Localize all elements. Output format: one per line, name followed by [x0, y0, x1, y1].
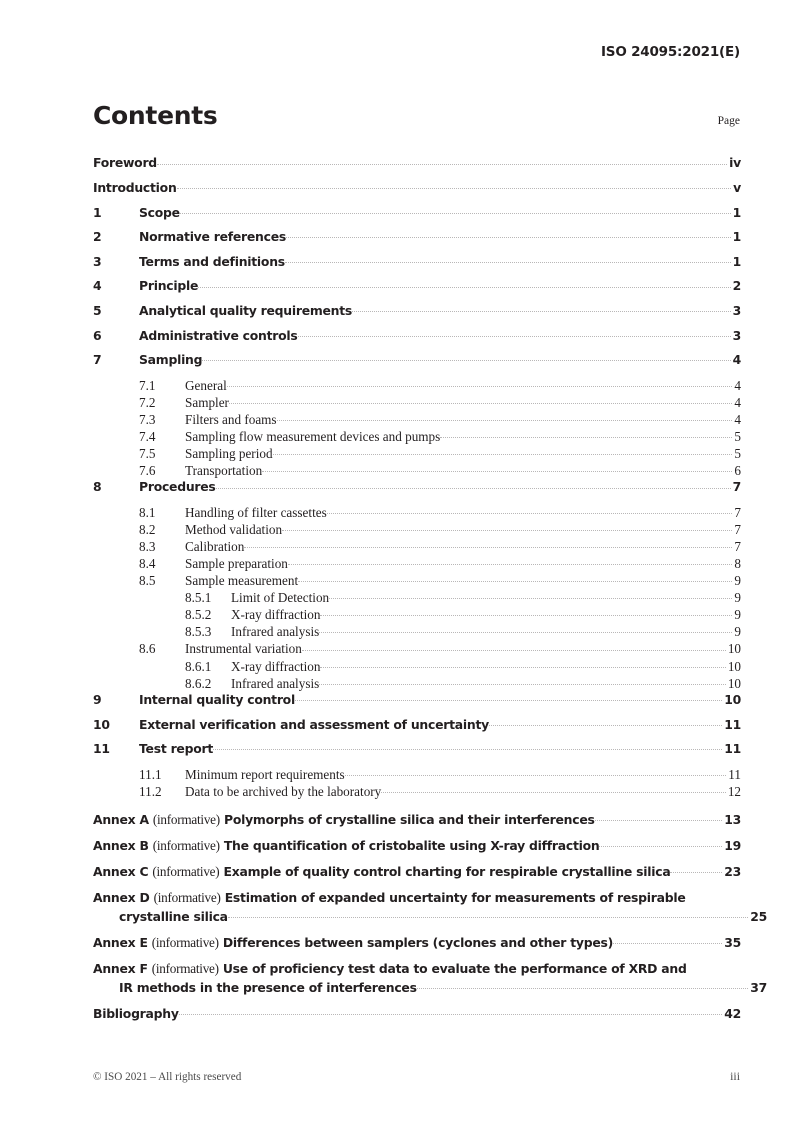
toc-entry-label: Calibration — [185, 538, 245, 554]
toc-entry-label: X-ray diffraction — [231, 658, 321, 674]
toc-entry-page: 10 — [727, 675, 741, 691]
annex-title-text — [93, 810, 595, 829]
annex-title-line-2: IR methods in the presence of interferences — [119, 979, 417, 995]
leader-dots — [213, 741, 722, 753]
leader-dots — [198, 278, 731, 290]
toc-entry-page: 11 — [724, 741, 741, 757]
annex-designator: Annex E — [93, 934, 148, 950]
toc-entry-label: Method validation — [185, 521, 283, 537]
bibliography-entry[interactable] — [93, 1004, 741, 1030]
annex-title-text — [93, 959, 687, 978]
toc-entry-label: Analytical quality requirements — [139, 302, 353, 318]
annex-entry[interactable] — [93, 810, 741, 836]
toc-entry-number: 8.2 — [139, 521, 156, 537]
page-title: Contents — [93, 101, 218, 130]
annex-entry-line — [93, 810, 741, 829]
leader-dots — [320, 606, 732, 619]
annex-designator: Annex A — [93, 811, 149, 827]
annex-title-line-1: The quantification of cristobalite using X-ray diffraction — [223, 837, 600, 853]
toc-entry-page: 3 — [732, 327, 741, 343]
toc-entry-label: Normative references — [139, 229, 286, 245]
leader-dots — [227, 376, 733, 389]
toc-entry-page: iv — [729, 155, 741, 171]
annex-kind: (informative) — [151, 960, 219, 976]
leader-dots — [180, 204, 731, 216]
annex-kind: (informative) — [151, 934, 219, 950]
toc-entry-number: 7.1 — [139, 377, 156, 393]
annex-title-line-1: Use of proficiency test data to evaluate the performance of XRD and — [222, 960, 687, 976]
leader-dots — [345, 765, 727, 778]
toc-entry-page: 7 — [734, 504, 741, 520]
toc-entry-label: Internal quality control — [139, 691, 295, 707]
bibliography-line — [93, 1004, 741, 1023]
toc-entry[interactable] — [93, 278, 741, 303]
leader-dots — [599, 837, 722, 849]
toc-entry-number: 7.3 — [139, 411, 156, 427]
toc-entry[interactable] — [93, 782, 741, 799]
leader-dots — [157, 155, 727, 167]
annex-entry[interactable] — [93, 836, 741, 862]
toc-entry-page: 3 — [732, 302, 741, 318]
toc-entry-page: 4 — [734, 411, 741, 427]
toc-entry-label: Instrumental variation — [185, 641, 302, 657]
leader-dots — [670, 863, 722, 875]
toc-entry[interactable] — [93, 589, 741, 606]
toc-entry[interactable] — [93, 606, 741, 623]
toc-entry-page: 9 — [734, 607, 741, 623]
leader-dots — [282, 521, 732, 534]
toc-entry[interactable] — [93, 462, 741, 479]
toc-entry-label: Procedures — [139, 479, 216, 495]
toc-entry-label: Sample preparation — [185, 555, 288, 571]
toc-entry-label: External verification and assessment of uncertainty — [139, 716, 489, 732]
toc-entry-label: General — [185, 377, 227, 393]
leader-dots — [320, 657, 725, 670]
annex-title-text — [93, 862, 670, 881]
leader-dots — [319, 674, 726, 687]
leader-dots — [440, 428, 732, 441]
toc-entry-label: Test report — [139, 741, 214, 757]
leader-dots — [229, 393, 732, 406]
bibliography-label: Bibliography — [93, 1005, 179, 1021]
toc-entry-number: 5 — [93, 302, 102, 318]
leader-dots — [352, 303, 731, 315]
toc-entry[interactable] — [93, 623, 741, 640]
toc-entry-page: v — [733, 179, 741, 195]
toc-entry[interactable] — [93, 155, 741, 180]
annex-entry[interactable] — [93, 959, 767, 1004]
toc-entry[interactable] — [93, 479, 741, 504]
toc-entry-page: 2 — [732, 278, 741, 294]
leader-dots — [286, 229, 731, 241]
annex-title-text — [93, 836, 599, 855]
leader-dots — [177, 180, 732, 192]
toc-entry[interactable] — [93, 741, 741, 766]
leader-dots — [216, 479, 731, 491]
annex-kind: (informative) — [152, 863, 220, 879]
leader-dots — [202, 352, 730, 364]
toc-entry-number: 8.4 — [139, 555, 156, 571]
annex-title-line-1: Differences between samplers (cyclones and other types) — [222, 934, 614, 950]
toc-entry[interactable] — [93, 640, 741, 657]
annex-entry[interactable] — [93, 933, 741, 959]
annex-designator: Annex C — [93, 863, 149, 879]
toc-entry-page: 7 — [734, 521, 741, 537]
annex-entry-line — [93, 933, 741, 952]
annex-kind: (informative) — [153, 889, 221, 905]
toc-entry[interactable] — [93, 303, 741, 328]
section-spacer — [93, 800, 741, 810]
leader-dots — [327, 504, 733, 517]
annex-page: 19 — [724, 837, 741, 853]
toc-entry-number: 7.6 — [139, 463, 156, 478]
toc-entry-label: X-ray diffraction — [231, 607, 321, 623]
toc-entry-label: Transportation — [185, 463, 263, 478]
contents-title-row — [93, 103, 740, 128]
copyright-notice: © ISO 2021 – All rights reserved — [93, 1071, 242, 1083]
annex-page: 37 — [750, 979, 767, 995]
annex-page: 35 — [724, 934, 741, 950]
toc-entry[interactable] — [93, 572, 741, 589]
leader-dots — [417, 979, 749, 991]
toc-entry[interactable] — [93, 376, 741, 393]
leader-dots — [262, 462, 732, 475]
leader-dots — [298, 327, 731, 339]
toc-entry[interactable] — [93, 411, 741, 428]
toc-entry-number: 3 — [93, 253, 102, 269]
annex-entry-line — [93, 888, 741, 907]
toc-entry-number: 11.1 — [139, 766, 162, 782]
toc-entry[interactable] — [93, 352, 741, 377]
toc-entry-number: 1 — [93, 204, 102, 220]
toc-entry-page: 9 — [734, 573, 741, 589]
annex-entry-line — [93, 978, 767, 997]
leader-dots — [319, 623, 732, 636]
toc-entry-page: 10 — [724, 691, 741, 707]
toc-entry[interactable] — [93, 445, 741, 462]
toc-entry-page: 9 — [734, 624, 741, 640]
toc-entry[interactable] — [93, 180, 741, 205]
toc-entry-number: 8.3 — [139, 538, 156, 554]
annex-entry-line — [93, 959, 741, 978]
toc-entry-number: 6 — [93, 327, 102, 343]
toc-entry-page: 4 — [734, 394, 741, 410]
annex-entry[interactable] — [93, 862, 741, 888]
annex-title-text — [93, 888, 686, 907]
toc-entry-page: 4 — [732, 352, 741, 368]
toc-entry-label: Terms and definitions — [139, 253, 285, 269]
toc-entry-number: 11.2 — [139, 783, 162, 799]
leader-dots — [285, 253, 731, 265]
annex-title-line-1: Example of quality control charting for respirable crystalline silica — [223, 863, 671, 879]
toc-entry-label: Handling of filter cassettes — [185, 504, 327, 520]
toc-entry-label: Sampling period — [185, 445, 273, 461]
toc-entry-label: Introduction — [93, 179, 177, 195]
leader-dots — [489, 716, 722, 728]
page-footer — [93, 1069, 740, 1084]
toc-entry-page: 6 — [734, 463, 741, 478]
toc-entry-number: 7.4 — [139, 428, 156, 444]
toc-entry-label: Infrared analysis — [231, 675, 320, 691]
leader-dots — [329, 589, 732, 602]
annex-designator: Annex B — [93, 837, 149, 853]
toc-entry-label: Sampling flow measurement devices and pumps — [185, 428, 441, 444]
toc-entry[interactable] — [93, 555, 741, 572]
toc-entry-number: 9 — [93, 691, 102, 707]
annex-kind: (informative) — [152, 811, 220, 827]
annex-entry[interactable] — [93, 888, 767, 933]
toc-entry-number: 8 — [93, 479, 102, 495]
leader-dots — [298, 572, 732, 585]
toc-entry-page: 10 — [727, 658, 741, 674]
toc-entry-label: Sampling — [139, 352, 203, 368]
toc-entry-number: 7.5 — [139, 445, 156, 461]
page-folio: iii — [730, 1069, 740, 1083]
leader-dots — [179, 1005, 723, 1017]
annex-designator: Annex D — [93, 889, 150, 905]
toc-entry-label: Sampler — [185, 394, 229, 410]
toc-entry-number: 11 — [93, 741, 110, 757]
toc-entry-page: 12 — [727, 783, 741, 799]
toc-entry[interactable] — [93, 716, 741, 741]
toc-entry[interactable] — [93, 204, 741, 229]
toc-entry-page: 1 — [732, 253, 741, 269]
page-column-label: Page — [717, 115, 740, 127]
toc-entry-label: Scope — [139, 204, 180, 220]
toc-entry-label: Principle — [139, 278, 199, 294]
annex-title-line-1: Estimation of expanded uncertainty for measurements of respirable — [224, 889, 686, 905]
toc-entry-number: 7.2 — [139, 394, 156, 410]
toc-entry-label: Filters and foams — [185, 411, 277, 427]
leader-dots — [613, 934, 722, 946]
annex-designator: Annex F — [93, 960, 148, 976]
toc-entry-number: 8.5 — [139, 573, 156, 589]
leader-dots — [273, 445, 733, 458]
toc-entry-page: 5 — [734, 445, 741, 461]
toc-entry-number: 4 — [93, 278, 102, 294]
table-of-contents — [93, 155, 767, 1030]
toc-entry-number: 8.6 — [139, 641, 156, 657]
toc-entry-page: 9 — [734, 590, 741, 606]
leader-dots — [595, 811, 723, 823]
toc-entry-page: 7 — [732, 479, 741, 495]
toc-entry-page: 11 — [728, 766, 741, 782]
annex-title-line-1: Polymorphs of crystalline silica and their interferences — [224, 811, 595, 827]
leader-dots — [381, 782, 726, 795]
toc-entry-page: 5 — [734, 428, 741, 444]
toc-entry-page: 8 — [734, 555, 741, 571]
toc-entry[interactable] — [93, 504, 741, 521]
toc-entry-label: Limit of Detection — [231, 590, 330, 606]
toc-entry-label: Minimum report requirements — [185, 766, 345, 782]
toc-entry-page: 4 — [734, 377, 741, 393]
toc-entry-label: Administrative controls — [139, 327, 298, 343]
annex-page: 25 — [750, 908, 767, 924]
toc-entry-number: 8.1 — [139, 504, 156, 520]
toc-entry-page: 11 — [724, 716, 741, 732]
toc-entry-number: 7 — [93, 352, 102, 368]
leader-dots — [288, 555, 733, 568]
toc-entry-number: 8.6.2 — [185, 675, 212, 691]
toc-entry-number: 10 — [93, 716, 110, 732]
annex-entry-line — [93, 836, 741, 855]
toc-entry-number: 8.5.3 — [185, 624, 212, 640]
toc-entry-page: 1 — [732, 229, 741, 245]
annex-entry-line — [93, 907, 767, 926]
toc-entry-label: Sample measurement — [185, 573, 299, 589]
annex-title-line-2: crystalline silica — [119, 908, 228, 924]
toc-entry-label: Infrared analysis — [231, 624, 320, 640]
toc-entry[interactable] — [93, 253, 741, 278]
annex-page: 23 — [724, 863, 741, 879]
toc-entry[interactable] — [93, 765, 741, 782]
toc-entry[interactable] — [93, 327, 741, 352]
leader-dots — [244, 538, 732, 551]
toc-entry-page: 1 — [732, 204, 741, 220]
leader-dots — [295, 692, 722, 704]
toc-entry-label: Data to be archived by the laboratory — [185, 783, 382, 799]
toc-entry-page: 7 — [734, 538, 741, 554]
toc-entry[interactable] — [93, 674, 741, 691]
annex-title-text — [93, 933, 613, 952]
leader-dots — [302, 640, 726, 653]
toc-entry-number: 8.5.2 — [185, 607, 212, 623]
bibliography-page: 42 — [724, 1005, 741, 1021]
toc-entry[interactable] — [93, 393, 741, 410]
toc-entry-label: Foreword — [93, 155, 157, 171]
toc-entry-number: 8.5.1 — [185, 590, 212, 606]
toc-entry[interactable] — [93, 657, 741, 674]
toc-entry-number: 2 — [93, 229, 102, 245]
toc-entry-number: 8.6.1 — [185, 658, 212, 674]
toc-entry[interactable] — [93, 692, 741, 717]
document-reference-header: ISO 24095:2021(E) — [600, 44, 740, 60]
toc-entry-page: 10 — [727, 641, 741, 657]
annex-entry-line — [93, 862, 741, 881]
toc-entry[interactable] — [93, 229, 741, 254]
leader-dots — [277, 411, 733, 424]
toc-entry[interactable] — [93, 521, 741, 538]
toc-entry[interactable] — [93, 428, 741, 445]
leader-dots — [228, 908, 748, 920]
annex-page: 13 — [724, 811, 741, 827]
toc-entry[interactable] — [93, 538, 741, 555]
annex-kind: (informative) — [152, 837, 220, 853]
